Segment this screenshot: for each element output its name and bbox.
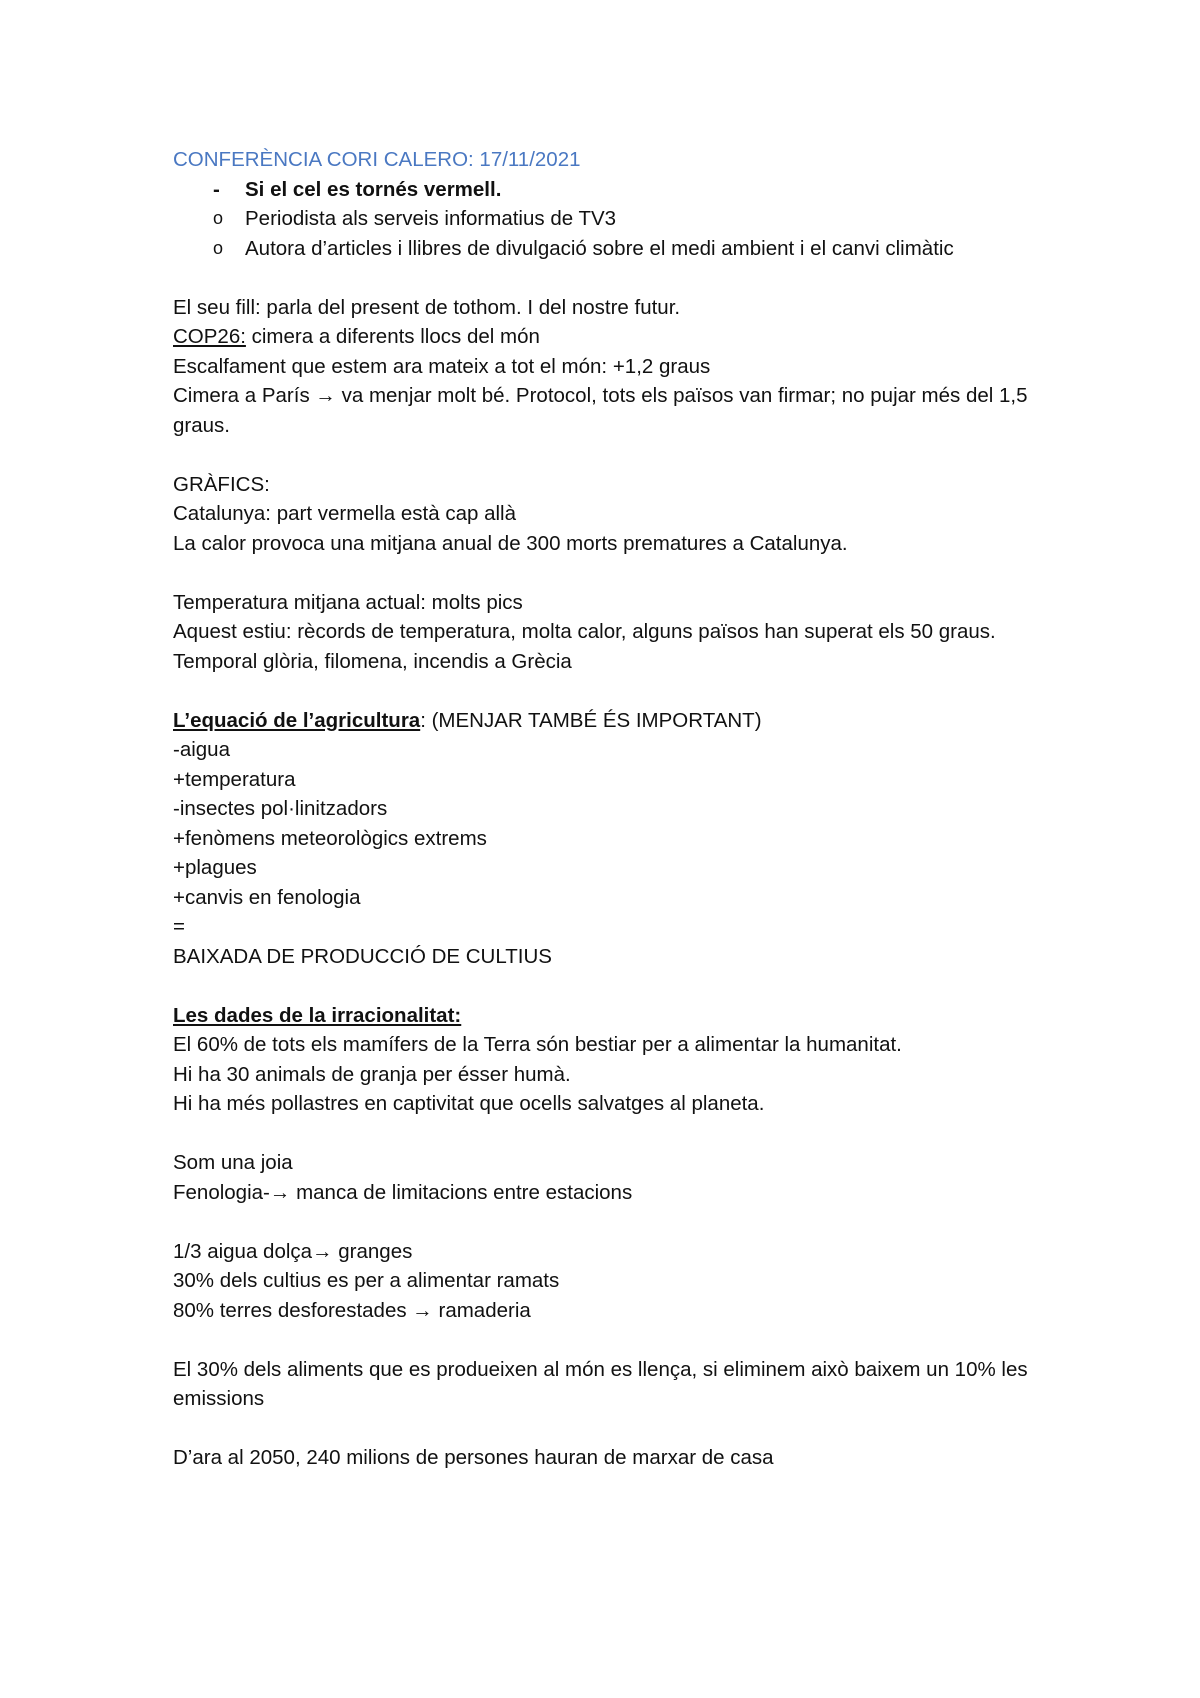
bullet-item — [173, 234, 1053, 264]
deforestation-text-a: 80% terres desforestades — [173, 1298, 413, 1322]
paragraph-line: Temporal glòria, filomena, incendis a Grècia — [173, 649, 572, 673]
title-label: CONFERÈNCIA CORI CALERO: — [173, 148, 474, 171]
list-item: +temperatura — [173, 767, 296, 791]
paragraph-line — [173, 1178, 1053, 1208]
agriculture-heading: L’equació de l’agricultura — [173, 708, 421, 732]
paragraph-line: El 30% dels aliments que es produeixen al món es llença, si eliminem això baixem un 10% les emissions — [173, 1357, 1028, 1410]
deforestation-text-b: ramaderia — [432, 1298, 531, 1322]
phenology-text-a: Fenologia- — [173, 1180, 270, 1204]
list-item: El 60% de tots els mamífers de la Terra són bestiar per a alimentar la humanitat. — [173, 1033, 902, 1056]
bullet-item — [173, 204, 1053, 234]
spacer — [173, 558, 1053, 588]
spacer — [173, 1414, 1053, 1444]
circle-bullet-icon: o — [213, 237, 224, 258]
section-heading: GRÀFICS: — [173, 472, 270, 496]
paragraph-line — [173, 322, 1053, 352]
section-heading: Les dades de la irracionalitat: — [173, 1003, 462, 1027]
paris-text-a: Cimera a París — [173, 384, 316, 407]
list-item: -insectes pol·linitzadors — [173, 797, 388, 820]
spacer — [173, 1325, 1053, 1355]
water-text-b: granges — [332, 1239, 413, 1263]
paragraph-line: Catalunya: part vermella està cap allà — [173, 502, 516, 525]
list-item: Hi ha més pollastres en captivitat que ocells salvatges al planeta. — [173, 1092, 765, 1115]
spacer — [173, 676, 1053, 706]
section-heading — [173, 706, 1053, 736]
cop26-label: COP26: — [173, 325, 246, 348]
agriculture-heading-rest: : (MENJAR TAMBÉ ÉS IMPORTANT) — [420, 708, 762, 732]
agriculture-result: BAIXADA DE PRODUCCIÓ DE CULTIUS — [173, 944, 552, 968]
bullet-text: Autora d’articles i llibres de divulgació sobre el medi ambient i el canvi climàtic — [245, 236, 954, 260]
talk-title: Si el cel es tornés vermell. — [245, 177, 502, 201]
title-date: 17/11/2021 — [479, 148, 581, 171]
spacer — [173, 263, 1053, 293]
spacer — [173, 440, 1053, 470]
dash-bullet: - — [213, 177, 220, 201]
list-item: +plagues — [173, 856, 257, 879]
paris-text-b: va menjar molt bé. Protocol, tots els països van firmar; no pujar més del 1,5 graus. — [173, 384, 1028, 437]
arrow-right-icon: → — [312, 1239, 333, 1263]
paragraph-line: Escalfament que estem ara mateix a tot el món: +1,2 graus — [173, 354, 711, 378]
water-text-a: 1/3 aigua dolça — [173, 1239, 313, 1263]
circle-bullet-icon: o — [213, 208, 224, 228]
spacer — [173, 971, 1053, 1001]
paragraph-line: Temperatura mitjana actual: molts pics — [173, 590, 523, 614]
cop26-text: cimera a diferents llocs del món — [245, 325, 540, 348]
talk-title-row — [173, 175, 1053, 205]
paragraph-line — [173, 1237, 1053, 1267]
bullet-text: Periodista als serveis informatius de TV3 — [245, 207, 617, 230]
paragraph-line: 30% dels cultius es per a alimentar ramats — [173, 1269, 560, 1292]
list-item: -aigua — [173, 738, 230, 761]
list-item: Hi ha 30 animals de granja per ésser humà. — [173, 1062, 571, 1086]
paragraph-line: D’ara al 2050, 240 milions de persones hauran de marxar de casa — [173, 1446, 774, 1469]
arrow-right-icon: → — [412, 1298, 433, 1322]
paragraph-line — [173, 1296, 1053, 1326]
arrow-right-icon: → — [269, 1180, 291, 1204]
list-item: = — [173, 915, 185, 938]
paragraph-line: Aquest estiu: rècords de temperatura, molta calor, alguns països han superat els 50 graus. — [173, 620, 996, 643]
spacer — [173, 1207, 1053, 1237]
paragraph-line: Som una joia — [173, 1151, 293, 1174]
document-title — [173, 145, 1053, 175]
arrow-right-icon: → — [315, 384, 336, 407]
spacer — [173, 1119, 1053, 1149]
list-item: +canvis en fenologia — [173, 885, 361, 909]
phenology-text-b: manca de limitacions entre estacions — [290, 1180, 633, 1204]
paragraph-line — [173, 381, 1053, 440]
list-item: +fenòmens meteorològics extrems — [173, 826, 487, 850]
paragraph-line: El seu fill: parla del present de tothom. I del nostre futur. — [173, 295, 681, 319]
paragraph-line: La calor provoca una mitjana anual de 300 morts prematures a Catalunya. — [173, 531, 848, 555]
document-body — [173, 145, 1053, 1473]
